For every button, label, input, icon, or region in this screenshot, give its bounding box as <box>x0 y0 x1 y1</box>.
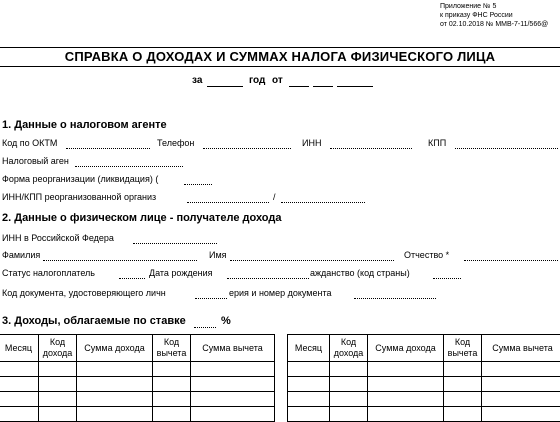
period-za-label: за <box>192 75 202 86</box>
table-cell[interactable] <box>288 392 330 407</box>
table-cell[interactable] <box>0 392 39 407</box>
col-deduction-amount: Сумма вычета <box>482 335 560 362</box>
table-cell[interactable] <box>0 407 39 422</box>
table-cell[interactable] <box>330 392 368 407</box>
table-row <box>288 392 560 407</box>
table-cell[interactable] <box>288 362 330 377</box>
table-cell[interactable] <box>368 392 444 407</box>
period-month-field[interactable] <box>313 86 333 87</box>
col-month: Месяц <box>0 335 39 362</box>
table-cell[interactable] <box>77 392 153 407</box>
appendix-note <box>440 2 548 29</box>
table-cell[interactable] <box>330 377 368 392</box>
surname-field[interactable] <box>43 260 197 261</box>
table-cell[interactable] <box>77 377 153 392</box>
document-title: СПРАВКА О ДОХОДАХ И СУММАХ НАЛОГА ФИЗИЧЕСКОГО ЛИЦА <box>0 49 560 64</box>
citizenship-field[interactable] <box>433 278 461 279</box>
table-row <box>288 362 560 377</box>
doc-code-label: Код документа, удостоверяющего личн <box>2 288 166 299</box>
reorg-form-label: Форма реорганизации (ликвидация) ( <box>2 174 158 185</box>
appendix-line-1: Приложение № 5 <box>440 2 548 11</box>
table-cell[interactable] <box>153 392 191 407</box>
period-number-field[interactable] <box>207 86 243 87</box>
table-row <box>0 407 275 422</box>
kpp-field[interactable] <box>455 148 558 149</box>
kpp-label: КПП <box>428 138 446 149</box>
table-cell[interactable] <box>39 377 77 392</box>
period-day-field[interactable] <box>289 86 309 87</box>
table-cell[interactable] <box>77 362 153 377</box>
table-row <box>0 362 275 377</box>
doc-series-field[interactable] <box>354 298 436 299</box>
col-income-code: Код дохода <box>39 335 77 362</box>
appendix-line-3: от 02.10.2018 № ММВ-7-11/566@ <box>440 20 548 29</box>
rate-field[interactable] <box>194 327 216 328</box>
tax-agent-label: Налоговый аген <box>2 156 69 167</box>
income-table-left <box>0 334 275 422</box>
patronymic-label: Отчество * <box>404 250 449 261</box>
table-cell[interactable] <box>39 407 77 422</box>
table-cell[interactable] <box>0 362 39 377</box>
phone-field[interactable] <box>203 148 291 149</box>
reorg-inn-kpp-label: ИНН/КПП реорганизованной организ <box>2 192 156 203</box>
table-cell[interactable] <box>191 377 275 392</box>
table-cell[interactable] <box>191 362 275 377</box>
col-income-amount: Сумма дохода <box>368 335 444 362</box>
table-cell[interactable] <box>482 362 560 377</box>
table-cell[interactable] <box>444 407 482 422</box>
percent-sign: % <box>221 315 231 328</box>
income-table-right <box>287 334 560 422</box>
table-row <box>288 377 560 392</box>
col-income-amount: Сумма дохода <box>77 335 153 362</box>
table-cell[interactable] <box>77 407 153 422</box>
doc-series-label: ерия и номер документа <box>229 288 333 299</box>
reorg-inn-field[interactable] <box>187 202 269 203</box>
name-label: Имя <box>209 250 227 261</box>
table-cell[interactable] <box>330 362 368 377</box>
table-header-row <box>288 335 560 362</box>
table-cell[interactable] <box>153 362 191 377</box>
table-cell[interactable] <box>39 392 77 407</box>
table-cell[interactable] <box>153 377 191 392</box>
doc-code-field[interactable] <box>195 298 227 299</box>
birth-date-label: Дата рождения <box>149 268 213 279</box>
surname-label: Фамилия <box>2 250 40 261</box>
table-cell[interactable] <box>288 407 330 422</box>
person-inn-label: ИНН в Российской Федера <box>2 233 114 244</box>
reorg-kpp-field[interactable] <box>281 202 365 203</box>
table-cell[interactable] <box>153 407 191 422</box>
oktmo-field[interactable] <box>66 148 150 149</box>
name-field[interactable] <box>230 260 394 261</box>
table-cell[interactable] <box>482 392 560 407</box>
section2-heading: 2. Данные о физическом лице - получателе дохода <box>2 212 281 225</box>
phone-label: Телефон <box>157 138 194 149</box>
table-cell[interactable] <box>444 392 482 407</box>
table-cell[interactable] <box>39 362 77 377</box>
table-row <box>0 392 275 407</box>
period-ot-label: от <box>272 75 283 86</box>
reorg-form-field[interactable] <box>184 184 212 185</box>
tax-agent-field[interactable] <box>75 166 183 167</box>
table-cell[interactable] <box>368 407 444 422</box>
col-deduction-amount: Сумма вычета <box>191 335 275 362</box>
col-income-code: Код дохода <box>330 335 368 362</box>
reorg-slash: / <box>273 192 276 203</box>
period-year-field[interactable] <box>337 86 373 87</box>
section1-heading: 1. Данные о налоговом агенте <box>2 119 167 132</box>
agent-inn-field[interactable] <box>330 148 412 149</box>
table-row <box>0 377 275 392</box>
patronymic-field[interactable] <box>464 260 558 261</box>
table-cell[interactable] <box>482 407 560 422</box>
status-field[interactable] <box>119 278 145 279</box>
table-cell[interactable] <box>191 407 275 422</box>
table-header-row <box>0 335 275 362</box>
section3-heading: 3. Доходы, облагаемые по ставке <box>2 315 186 328</box>
agent-inn-label: ИНН <box>302 138 321 149</box>
status-label: Статус налогоплатель <box>2 268 95 279</box>
table-row <box>288 407 560 422</box>
table-cell[interactable] <box>368 362 444 377</box>
col-month: Месяц <box>288 335 330 362</box>
table-cell[interactable] <box>444 362 482 377</box>
col-deduction-code: Код вычета <box>153 335 191 362</box>
table-cell[interactable] <box>330 407 368 422</box>
birth-date-field[interactable] <box>227 278 309 279</box>
table-cell[interactable] <box>0 377 39 392</box>
oktmo-label: Код по ОКТМ <box>2 138 57 149</box>
appendix-line-2: к приказу ФНС России <box>440 11 548 20</box>
col-deduction-code: Код вычета <box>444 335 482 362</box>
table-cell[interactable] <box>288 377 330 392</box>
table-cell[interactable] <box>444 377 482 392</box>
period-year-label: год <box>249 75 265 86</box>
table-cell[interactable] <box>482 377 560 392</box>
table-cell[interactable] <box>191 392 275 407</box>
citizenship-label: ажданство (код страны) <box>310 268 411 279</box>
person-inn-field[interactable] <box>133 243 217 244</box>
table-cell[interactable] <box>368 377 444 392</box>
